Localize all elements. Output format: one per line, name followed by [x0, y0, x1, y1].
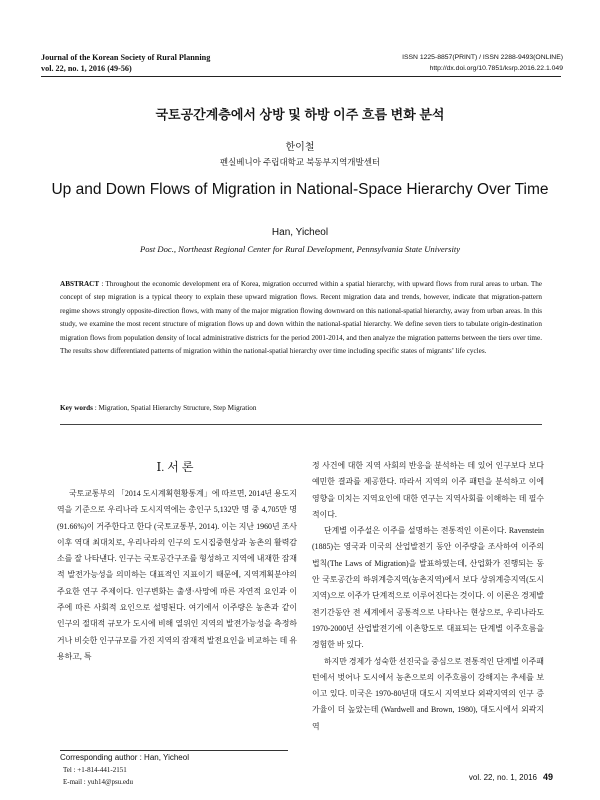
doi-link[interactable]: http://dx.doi.org/10.7851/ksrp.2016.22.1.049 — [429, 65, 563, 72]
telephone: Tel : +1-814-441-2151 — [63, 766, 127, 774]
abstract-label: ABSTRACT — [60, 280, 100, 288]
journal-header — [41, 52, 210, 74]
email[interactable]: E-mail : yuh14@psu.edu — [63, 778, 134, 786]
journal-name: Journal of the Korean Society of Rural Planning — [41, 53, 211, 62]
page-number: 49 — [542, 772, 553, 782]
issn: ISSN 1225-8857(PRINT) / ISSN 2288-9493(ONLINE) — [402, 54, 563, 61]
abstract — [60, 278, 542, 358]
author-korean: 한이철 — [285, 142, 315, 153]
affiliation-english: Post Doc., Northeast Regional Center for Rural Development, Pennsylvania State University — [139, 244, 461, 254]
keywords — [60, 402, 542, 414]
header-rule — [41, 76, 561, 77]
left-column — [57, 486, 297, 665]
paragraph: 하지만 경제가 성숙한 선진국을 중심으로 전통적인 단계별 이주패턴에서 벗어나 도시에서 농촌으로의 이주흐름이 강해지는 추세를 보이고 있다. 미국은 1970-80년대 대도시 지역보다 외곽지역의 인구 증가율이 더 높았는데 (Wardwell and Brown, 1980), 대도시에서 외곽지역 — [312, 656, 544, 731]
paragraph: 국토교통부의 「2014 도시계획현황통계」에 따르면, 2014년 용도지역을 기준으로 우리나라 도시지역에는 총인구 5,132만 명 중 4,705만 명(91.66%)이 거주한다고 한다 (국토교통부, 2014). 이는 지난 1960년 조사 이후 역대 최대치로, 우리나라의 인구의 도시집중현상과 농촌의 활력감소를 잘 나타낸다. 인구는 국토공간구조를 형성하고 지역에 내재한 잠재적 발전가능성을 의미하는 대표적인 지표이기 때문에, 지역계획분야의 주요한 연구 주제이다. 인구변화는 출생·사망에 따른 자연적 요인과 이주에 따른 사회적 요인으로 설명된다. 여기에서 이주량은 농촌과 같이 인구의 절대적 규모가 도시에 비해 열위인 지역의 발전가능성을 측정하거나 비슷한 인구규모를 가진 지역의 잠재적 발전요인을 비교하는 데 유용하고, 특 — [57, 489, 297, 661]
page-footer — [469, 772, 553, 783]
footer-volume: vol. 22, no. 1, 2016 — [468, 773, 537, 782]
author-english: Han, Yicheol — [271, 227, 329, 238]
keywords-label: Key words — [60, 404, 93, 412]
title-korean: 국토공간계층에서 상방 및 하방 이주 흐름 변화 분석 — [155, 107, 445, 122]
paragraph: 단계별 이주설은 이주를 설명하는 전통적인 이론이다. Ravenstein (1885)는 영국과 미국의 산업발전기 동안 이주량을 조사하여 이주의 법칙(The Laws of Migration)을 발표하였는데, 산업화가 진행되는 동안 국토공간의 하위계층지역(농촌지역)에서 보다 상위계층지역(도시지역)으로 이주가 단계적으로 이루어진다는 것이다. 이 이론은 경제발전기간동안 전 세계에서 공통적으로 나타나는 현상으로, 우리나라도 1970-2000년 산업발전기에 이촌향도로 대표되는 단계별 이주흐름을 경험한 바 있다. — [312, 526, 544, 650]
section-heading: Ⅰ. 서 론 — [156, 460, 194, 474]
issn-header — [402, 52, 563, 74]
abstract-rule — [60, 424, 542, 425]
title-english: Up and Down Flows of Migration in National-Space Hierarchy Over Time — [51, 181, 549, 198]
right-column — [312, 458, 544, 735]
footnote-rule — [60, 750, 288, 751]
keywords-text: : Migration, Spatial Hierarchy Structure, Step Migration — [92, 404, 257, 412]
paragraph: 정 사건에 대한 지역 사회의 반응을 분석하는 데 있어 인구보다 보다 예민한 결과를 제공한다. 따라서 지역의 이주 패턴을 분석하고 이에 영향을 미치는 지역요인에 대한 연구는 지역사회를 이해하는 데 필수적이다. — [312, 461, 544, 519]
corresponding-author: Corresponding author : Han, Yicheol — [60, 753, 189, 762]
affiliation-korean: 펜실베니아 주립대학교 북동부지역개발센터 — [219, 157, 381, 167]
abstract-text: : Throughout the economic development era of Korea, migration occurred within a spatial hierarchy, with upward flows from rural areas to urban. The concept of step migration is a typical theory to explain these upward migration flows. Recent migration data and trends, however, indicate that migration-pattern regime shows strongly opposite-direction flows, with many of the major migration flowing downward on this national-spatial hierarchy, away from urban areas. In this study, we examine the most recent structure of migration flows up and down within the national-spatial hierarchy. We define seven tiers to tabulate origin-destination migration flows from population density of local administrative districts for the period 2001-2014, and then analyze the migration patterns between the tiers over time. The results show differentiated patterns of migration within the national-spatial hierarchy over time including specific states of migrants’ life cycles. — [60, 280, 542, 356]
journal-volume: vol. 22, no. 1, 2016 (49-56) — [41, 64, 132, 73]
